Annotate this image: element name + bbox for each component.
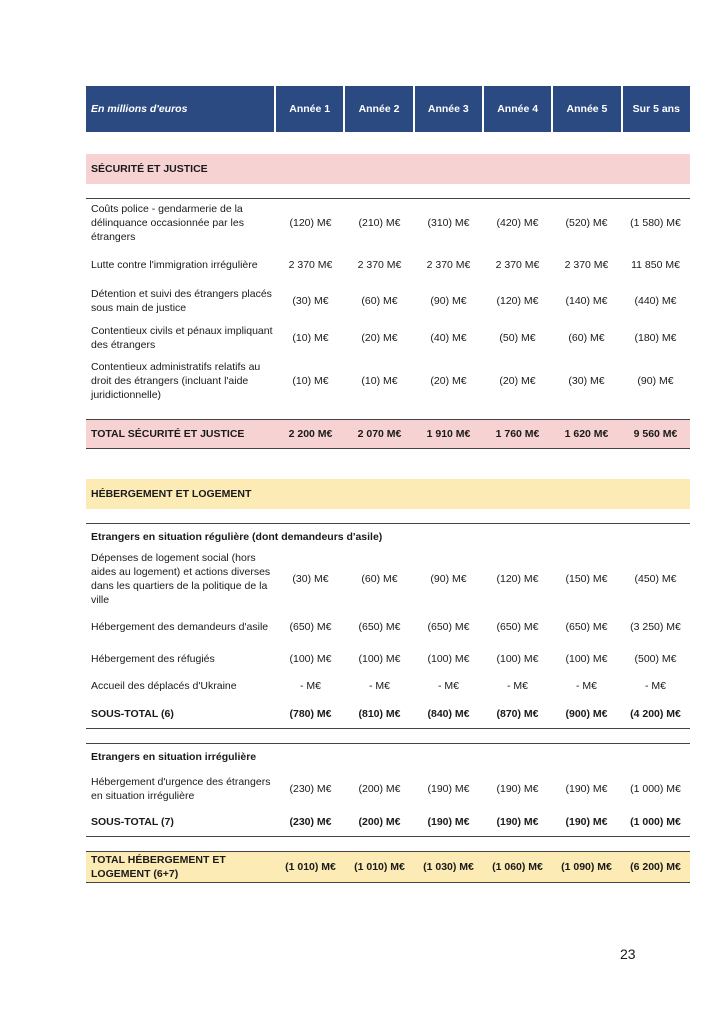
cell: 2 370 M€ (288, 259, 333, 271)
subtotal-row-6 (86, 700, 690, 729)
table-row (86, 672, 690, 700)
group-title-regular: Etrangers en situation régulière (dont demandeurs d'asile) (91, 531, 383, 543)
table-row (86, 646, 690, 672)
cell: - M€ (369, 680, 390, 692)
cell: (10) M€ (361, 375, 398, 387)
cell: (20) M€ (430, 375, 467, 387)
row-label: Accueil des déplacés d'Ukraine (91, 680, 237, 692)
cell: (190) M€ (565, 783, 608, 795)
header-col-5: Année 5 (553, 86, 620, 132)
total-row-securite (86, 419, 690, 449)
header-col-4: Année 4 (484, 86, 551, 132)
cell: (40) M€ (430, 332, 467, 344)
cell: (200) M€ (358, 816, 401, 828)
cell: (190) M€ (496, 816, 539, 828)
cell: 9 560 M€ (633, 428, 678, 440)
cell: (440) M€ (634, 295, 677, 307)
cell: (100) M€ (496, 653, 539, 665)
cell: (50) M€ (499, 332, 536, 344)
cell: 2 070 M€ (357, 428, 402, 440)
cell: (60) M€ (361, 573, 398, 585)
table-row (86, 319, 690, 357)
cell: (1 000) M€ (630, 783, 681, 795)
cell: (6 200) M€ (630, 861, 681, 873)
cell: 11 850 M€ (631, 259, 680, 271)
cell: (30) M€ (292, 295, 329, 307)
cell: 2 200 M€ (288, 428, 333, 440)
cell: (4 200) M€ (630, 708, 681, 720)
table-row (86, 283, 690, 319)
row-label: Hébergement d'urgence des étrangers en situation irrégulière (91, 776, 271, 802)
budget-table (86, 86, 690, 883)
cell: (900) M€ (565, 708, 608, 720)
cell: (190) M€ (427, 816, 470, 828)
cell: (1 010) M€ (354, 861, 405, 873)
table-row (86, 247, 690, 283)
cell: 2 370 M€ (564, 259, 609, 271)
cell: - M€ (507, 680, 528, 692)
table-row (86, 357, 690, 405)
cell: (30) M€ (292, 573, 329, 585)
cell: (190) M€ (496, 783, 539, 795)
cell: - M€ (300, 680, 321, 692)
cell: (190) M€ (427, 783, 470, 795)
cell: (90) M€ (637, 375, 674, 387)
row-label: SOUS-TOTAL (7) (91, 816, 174, 828)
row-label: Dépenses de logement social (hors aides au logement) et actions diverses dans les quartiers de la politique de la ville (91, 552, 271, 606)
cell: (1 030) M€ (423, 861, 474, 873)
cell: (1 580) M€ (630, 217, 681, 229)
row-label: Détention et suivi des étrangers placés sous main de justice (91, 288, 272, 314)
cell: (10) M€ (292, 375, 329, 387)
cell: (120) M€ (289, 217, 332, 229)
cell: (120) M€ (496, 295, 539, 307)
cell: (650) M€ (565, 621, 608, 633)
cell: (420) M€ (496, 217, 539, 229)
cell: (840) M€ (427, 708, 470, 720)
total-row-hebergement (86, 851, 690, 883)
cell: - M€ (645, 680, 666, 692)
cell: (90) M€ (430, 573, 467, 585)
cell: (3 250) M€ (630, 621, 681, 633)
cell: (30) M€ (568, 375, 605, 387)
cell: (120) M€ (496, 573, 539, 585)
cell: (310) M€ (427, 217, 470, 229)
cell: (810) M€ (358, 708, 401, 720)
cell: (180) M€ (634, 332, 677, 344)
header-col-1: Année 1 (276, 86, 343, 132)
row-label: Contentieux administratifs relatifs au droit des étrangers (incluant l'aide juridictionnelle) (91, 361, 261, 401)
header-col-2: Année 2 (345, 86, 412, 132)
cell: (650) M€ (358, 621, 401, 633)
cell: (140) M€ (565, 295, 608, 307)
cell: 1 910 M€ (426, 428, 471, 440)
cell: (520) M€ (565, 217, 608, 229)
page-number: 23 (620, 946, 636, 962)
cell: 1 760 M€ (495, 428, 540, 440)
cell: (100) M€ (565, 653, 608, 665)
row-label: TOTAL SÉCURITÉ ET JUSTICE (91, 428, 245, 440)
cell: - M€ (438, 680, 459, 692)
group-title-irregular: Etrangers en situation irrégulière (91, 751, 257, 763)
cell: (1 090) M€ (561, 861, 612, 873)
cell: (100) M€ (427, 653, 470, 665)
cell: 2 370 M€ (495, 259, 540, 271)
cell: (90) M€ (430, 295, 467, 307)
table-row (86, 770, 690, 808)
table-row (86, 608, 690, 646)
cell: (650) M€ (496, 621, 539, 633)
cell: (200) M€ (358, 783, 401, 795)
table-header (86, 86, 690, 132)
cell: (650) M€ (289, 621, 332, 633)
row-label: Coûts police - gendarmerie de la délinquance occasionnée par les étrangers (91, 203, 244, 243)
row-label: TOTAL HÉBERGEMENT ET LOGEMENT (6+7) (91, 854, 226, 880)
section-title-hebergement: HÉBERGEMENT ET LOGEMENT (86, 479, 690, 509)
cell: (20) M€ (499, 375, 536, 387)
cell: (870) M€ (496, 708, 539, 720)
row-label: Lutte contre l'immigration irrégulière (91, 259, 258, 271)
cell: (1 010) M€ (285, 861, 336, 873)
row-label: Hébergement des réfugiés (91, 653, 215, 665)
cell: - M€ (576, 680, 597, 692)
table-row (86, 550, 690, 608)
cell: 2 370 M€ (426, 259, 471, 271)
cell: (190) M€ (565, 816, 608, 828)
header-unit-label: En millions d'euros (86, 86, 274, 132)
cell: 2 370 M€ (357, 259, 402, 271)
section-title-securite: SÉCURITÉ ET JUSTICE (86, 154, 690, 184)
cell: (60) M€ (361, 295, 398, 307)
cell: (20) M€ (361, 332, 398, 344)
cell: (1 060) M€ (492, 861, 543, 873)
header-col-total: Sur 5 ans (623, 86, 690, 132)
subtotal-row-7 (86, 808, 690, 837)
cell: (450) M€ (634, 573, 677, 585)
header-col-3: Année 3 (415, 86, 482, 132)
cell: (650) M€ (427, 621, 470, 633)
cell: (150) M€ (565, 573, 608, 585)
cell: (100) M€ (289, 653, 332, 665)
cell: (60) M€ (568, 332, 605, 344)
cell: (10) M€ (292, 332, 329, 344)
cell: 1 620 M€ (564, 428, 609, 440)
cell: (500) M€ (634, 653, 677, 665)
cell: (230) M€ (289, 816, 332, 828)
row-label: Contentieux civils et pénaux impliquant des étrangers (91, 325, 273, 351)
cell: (230) M€ (289, 783, 332, 795)
table-row (86, 199, 690, 247)
cell: (780) M€ (289, 708, 332, 720)
cell: (210) M€ (358, 217, 401, 229)
cell: (1 000) M€ (630, 816, 681, 828)
row-label: SOUS-TOTAL (6) (91, 708, 174, 720)
cell: (100) M€ (358, 653, 401, 665)
row-label: Hébergement des demandeurs d'asile (91, 621, 269, 633)
